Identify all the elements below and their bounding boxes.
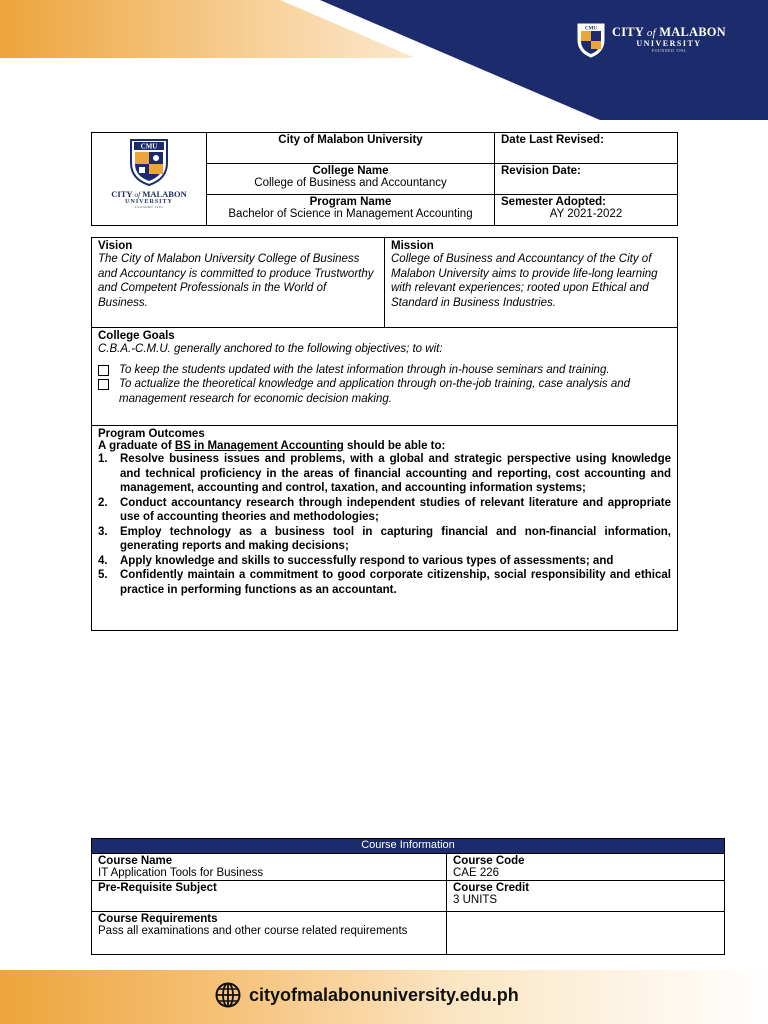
semester-adopted-cell xyxy=(495,195,678,226)
goals-intro: C.B.A.-C.M.U. generally anchored to the following objectives; to wit: xyxy=(98,343,443,355)
college-value: College of Business and Accountancy xyxy=(254,177,447,189)
semester-adopted-value: AY 2021-2022 xyxy=(549,208,623,220)
outcome-item: 5. Confidently maintain a commitment to good corporate citizenship, social responsibility and ethical practice in performing functions as an accountant. xyxy=(98,569,671,596)
vision-text: The City of Malabon University College of Business and Accountancy is committed to produce Trustworthy and Competent Professionals in the World of Business. xyxy=(98,253,374,309)
program-value: Bachelor of Science in Management Accounting xyxy=(228,208,473,220)
vision-title: Vision xyxy=(98,240,133,252)
course-credit-cell xyxy=(447,881,725,912)
outcome-item: 4. Apply knowledge and skills to successfully respond to various types of assessments; and xyxy=(98,554,614,567)
mission-cell xyxy=(385,238,678,328)
vision-cell xyxy=(92,238,385,328)
logo-cell xyxy=(92,133,207,226)
mission-title: Mission xyxy=(391,240,434,252)
date-last-revised-cell xyxy=(495,133,678,164)
university-name: City of Malabon University xyxy=(278,134,423,146)
program-cell xyxy=(207,195,495,226)
college-cell xyxy=(207,164,495,195)
outcome-item: 1. Resolve business issues and problems, with a global and strategic perspective using knowledge and technical proficiency in the areas of financial accounting and reporting, cost accounting and management, accounting and control, taxation, and accounting information systems; xyxy=(98,453,671,494)
requirements-cell xyxy=(92,912,447,955)
logo-founded: FOUNDED 1994 xyxy=(134,205,164,209)
goals-title: College Goals xyxy=(98,330,175,342)
prereq-label: Pre-Requisite Subject xyxy=(98,882,217,894)
course-code-value: CAE 226 xyxy=(453,867,500,879)
logo-university: UNIVERSITY xyxy=(125,199,173,205)
brand-founded: FOUNDED 1994 xyxy=(651,47,687,53)
outcomes-subtitle: A graduate of BS in Management Accounting should be able to: xyxy=(98,440,446,452)
course-credit-value: 3 UNITS xyxy=(453,894,498,906)
mission-text: College of Business and Accountancy of the City of Malabon University aims to provide life-long learning with relevant experiences; rooted upon Ethical and Standard in Business Industries. xyxy=(391,253,658,309)
university-shield-icon xyxy=(576,20,606,58)
course-information-table xyxy=(91,838,725,955)
footer-website xyxy=(215,982,519,1008)
outcomes-list xyxy=(98,452,671,597)
brand-city: CITY xyxy=(612,24,644,39)
revision-date-label: Revision Date: xyxy=(501,165,581,177)
prereq-cell xyxy=(92,881,447,912)
outcome-item: 3. Employ technology as a business tool in capturing financial and non-financial information, generating reports and making decisions; xyxy=(98,525,671,552)
brand-university: UNIVERSITY xyxy=(636,38,702,48)
vmgo-table xyxy=(91,237,678,631)
course-credit-label: Course Credit xyxy=(453,882,530,894)
goal-item: To keep the students updated with the latest information through in-house seminars and training. xyxy=(98,363,671,378)
course-code-cell xyxy=(447,854,725,881)
outcomes-title: Program Outcomes xyxy=(98,428,205,440)
globe-icon xyxy=(215,982,241,1008)
date-last-revised-label: Date Last Revised: xyxy=(501,134,604,146)
svg-text:CMU: CMU xyxy=(140,142,158,151)
goal-item: To actualize the theoretical knowledge and application through on-the-job training, case analysis and management research for economic decision making. xyxy=(98,377,671,406)
checkbox-icon xyxy=(98,365,109,376)
course-info-caption: Course Information xyxy=(92,839,725,854)
program-outcomes-cell xyxy=(92,426,678,631)
requirements-value: Pass all examinations and other course related requirements xyxy=(98,925,408,937)
course-name-value: IT Application Tools for Business xyxy=(98,867,264,879)
svg-text:CMU: CMU xyxy=(585,26,597,32)
header-band xyxy=(0,0,768,120)
outcome-item: 2. Conduct accountancy research through independent studies of relevant literature and appropriate use of accounting theories and methodologies; xyxy=(98,496,671,523)
university-logo-icon xyxy=(128,137,170,187)
logo-malabon: MALABON xyxy=(142,189,187,199)
course-name-label: Course Name xyxy=(98,855,173,867)
brand-of: of xyxy=(646,26,656,39)
checkbox-icon xyxy=(98,379,109,390)
requirements-label: Course Requirements xyxy=(98,913,218,925)
semester-adopted-label: Semester Adopted: xyxy=(501,196,607,208)
college-goals-cell xyxy=(92,328,678,426)
brand-malabon: MALABON xyxy=(659,24,726,39)
university-name-cell xyxy=(207,133,495,164)
footer-url[interactable]: cityofmalabonuniversity.edu.ph xyxy=(249,984,519,1005)
program-label: Program Name xyxy=(309,196,392,208)
document-header-table xyxy=(91,132,678,226)
requirements-empty-cell xyxy=(447,912,725,955)
course-name-cell xyxy=(92,854,447,881)
college-label: College Name xyxy=(312,165,389,177)
revision-date-cell xyxy=(495,164,678,195)
logo-city: CITY xyxy=(111,189,133,199)
logo-of: of xyxy=(134,190,141,199)
course-code-label: Course Code xyxy=(453,855,525,867)
header-brand xyxy=(576,20,726,58)
